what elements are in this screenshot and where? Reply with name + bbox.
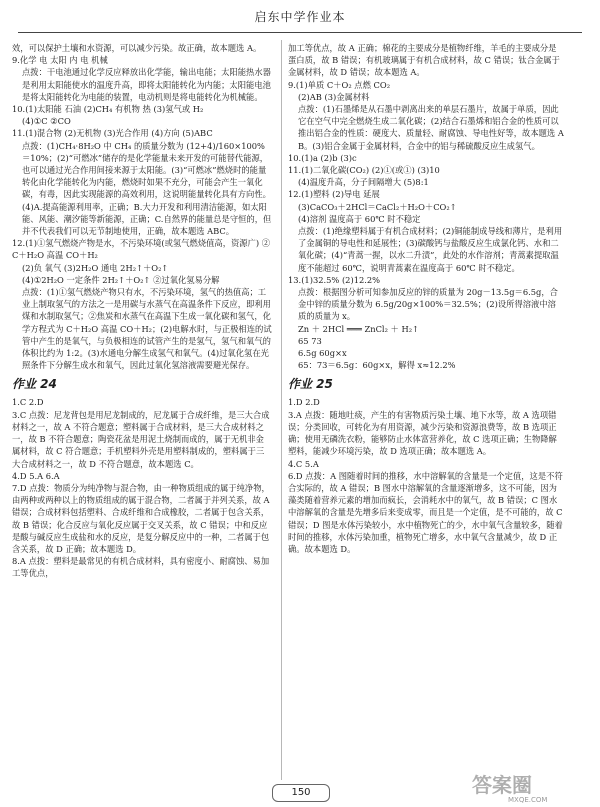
- answer-line: 9.化学 电 太阳 内 电 机械: [12, 55, 108, 66]
- left-column: [12, 42, 272, 580]
- answer-line: 65 73: [298, 335, 322, 346]
- answer-line: 3.C 点拨：尼龙背包是用尼龙制成的，尼龙属于合成纤维，是三大合成材料之一，故 A 不符合题意；塑料属于合成材料，是三大合成材料之一，故 B 不符合题意；陶瓷花盆是用泥土烧制而成的，属于无机非金属材料，故 C 符合题意；手机塑料外壳是用塑料制成的，塑料属于三大合成材料之一，故 D 不符合题意，故本题选 C。: [12, 409, 270, 469]
- watermark-logo: 答案圈: [472, 773, 532, 797]
- answer-line: 3.A 点拨：随地吐痰，产生的有害物质污染土壤、地下水等，故 A 选项错误；分类回收，可转化为有用资源，减少污染和资源浪费等，故 B 选项正确；使用无磷洗衣粉，能够防止水体富营养化，故 C 选项正确；生物降解塑料，能减少环境污染，故 D 选项正确；故本题选 A。: [288, 409, 557, 457]
- page-header: [0, 0, 600, 38]
- right-column: [288, 42, 564, 555]
- answer-line: 效，可以保护土壤和水资源，可以减少污染。故正确，故本题选 A。: [12, 43, 262, 53]
- answer-line: 6.5g 60g×x: [298, 348, 347, 359]
- answer-line: (3)CaCO₃＋2HCl＝CaCl₂＋H₂O＋CO₂↑: [298, 201, 457, 212]
- section-heading: 作业 25: [288, 377, 333, 392]
- answer-line: 11.(1)混合物 (2)无机物 (3)光合作用 (4)方向 (5)ABC: [12, 128, 213, 139]
- answer-line: (4)①2H₂O 一定条件 2H₂↑＋O₂↑ ②过氧化氢易分解: [22, 274, 220, 285]
- answer-line: 1.D 2.D: [288, 397, 320, 408]
- watermark-url: MXQE.COM: [508, 796, 548, 804]
- answer-line: 13.(1)32.5% (2)12.2%: [288, 274, 381, 285]
- answer-line: 12.(1)①氢气燃烧产物是水，不污染环境(或氢气燃烧值高，资源广) ②C＋H₂O 高温 CO＋H₂: [12, 238, 271, 261]
- answer-line: 9.(1)单质 C＋O₂ 点燃 CO₂: [288, 79, 391, 90]
- answer-line: 点拨：干电池通过化学反应释放出化学能，输出电能；太阳能热水器是利用太阳能使水的温度升高，即将太阳能转化为内能；太阳能电池是将太阳能转化为电能的装置，电动机则是将电能转化为机械能。: [22, 67, 271, 102]
- answer-line: (4)溶剂 温度高于 60℃ 时不稳定: [298, 213, 421, 224]
- answer-line: 11.(1)二氧化碳(CO₂) (2)①(或①) (3)10: [288, 165, 440, 176]
- answer-line: 7.D 点拨：物质分为纯净物与混合物，由一种物质组成的属于纯净物，由两种或两种以上的物质组成的属于混合物，二者属于并列关系，故 A 错误；合成材料包括塑料、合成纤维和合成橡胶，二者属于包含关系，故 B 错误；化合反应与氧化反应属于交叉关系，故 C 错误；中和反应是酸与碱反应生成盐和水的反应，是复分解反应中的一种，二者属于包含关系，故 D 正确；故本题选 D。: [12, 482, 270, 554]
- answer-line: 10.(1)太阳能 石油 (2)CH₄ 有机物 热 (3)氢气或 H₂: [12, 104, 204, 115]
- answer-line: 4.D 5.A 6.A: [12, 470, 60, 481]
- answer-line: 点拨：(1)①氢气燃烧产物只有水，不污染环境，氢气的热值高；工业上制取氢气的方法之一是用碳与水蒸气在高温条件下反应，即利用煤和水制取氢气；②焦炭和水蒸气在高温下生成一氧化碳和氢气，化学方程式为 C＋H₂O 高温 CO＋H₂；(2)电解水时，与正极相连的试管中产生的是氧气，与负极相连的试管产生的是氢气，氢气和氧气的体积比约为 1:2。(3)水通电分解生成氢气和氧气。(4)过氧化氢在光照条件下分解生成水和氧气，因此过氧化氢溶液需要避光保存。: [22, 287, 272, 371]
- answer-line: 6.D 点拨：A 图随着时间的推移，水中溶解氧的含量是一个定值，这是不符合实际的，故 A 错误；B 图水中溶解氧的含量逐渐增多，这不可能，因为藻类随着营养元素的增加而疯长，会消耗水中的氧气，故 B 错误；C 图水中溶解氧的含量是先增多后来变成零，而且是一个定值，是不可能的，故 C 错误；D 图是水体污染较小，水中植物死亡的少，水中氧气含量较多，随着时间的推移，水体污染加重，植物死亡增多，水中氧气含量减少，故 D 正确。故本题选 D。: [288, 470, 563, 554]
- answer-line: 点拨：(1)石墨烯是从石墨中剥离出来的单层石墨片，故属于单质，因此它在空气中完全燃烧生成二氧化碳；(2)结合石墨烯和铝合金的性质可以推出铝合金的性质：硬度大、质量轻、耐腐蚀、导电性好等，故本题选 AB。(3)铝合金属于金属材料，合金中的铝与稀硫酸反应生成氢气。: [298, 104, 564, 151]
- header-rule: [18, 32, 582, 33]
- answer-line: 12.(1)塑料 (2)导电 延展: [288, 189, 380, 200]
- answer-line: 加工等优点，故 A 正确；棉花的主要成分是植物纤维，羊毛的主要成分是蛋白质，故 B 错误；有机玻璃属于有机合成材料，故 C 错误；钛合金属于金属材料，故 D 错误；故本题选 A。: [288, 43, 560, 78]
- answer-line: (4)温度升高，分子间隔增大 (5)8:1: [298, 177, 429, 188]
- page-number: 150: [272, 784, 330, 802]
- header-title: 启东中学作业本: [254, 10, 346, 24]
- answer-line: 8.A 点拨：塑料是最常见的有机合成材料，具有密度小、耐腐蚀、易加工等优点，: [12, 556, 270, 579]
- section-heading: 作业 24: [12, 377, 57, 392]
- answer-line: (4)①C ②CO: [22, 116, 71, 127]
- column-divider: [281, 40, 282, 780]
- answer-line: 点拨：根据图分析可知参加反应的锌的质量为 20g－13.5g＝6.5g，合金中锌的质量分数为 6.5g/20g×100%＝32.5%；(2)设所得溶液中溶质的质量为 x。: [298, 287, 558, 322]
- answer-line: 点拨：(1)CH₄·8H₂O 中 CH₄ 的质量分数为 (12+4)/160×100%＝10%；(2)“可燃冰”储存的是化学能量未来开发的可能替代能源，也可以通过光合作用间接来源于太阳能。(3)“可燃冰”燃烧时的能量转化由化学能转化为内能，燃烧时如果不充分，可能会产生一氧化碳，有毒，因此实现能源的高效利用，这说明能量转化具有方向性。(4)A.提高能源利用率，正确；B.大力开发和利用清洁能源，如太阳能、风能、潮汐能等新能源，正确；C.自然界的能量总是守恒的，但并不代表我们可以无节制地使用，正确，故本题选 ABC。: [22, 140, 272, 237]
- answer-line: 65：73＝6.5g：60g×x，解得 x≈12.2%: [298, 360, 456, 371]
- answer-line: 4.C 5.A: [288, 458, 319, 469]
- answer-line: Zn ＋ 2HCl ═══ ZnCl₂ ＋ H₂↑: [298, 323, 419, 334]
- answer-line: (2)负 氧气 (3)2H₂O 通电 2H₂↑＋O₂↑: [22, 262, 169, 273]
- answer-line: 10.(1)a (2)b (3)c: [288, 152, 357, 163]
- answer-line: 点拨：(1)绝缘塑料属于有机合成材料；(2)铜能制成导线和薄片，是利用了金属铜的导电性和延展性；(3)碳酸钙与盐酸反应生成氯化钙、水和二氧化碳；(4)“青蒿一握，以水二升渍”，此处的水作溶剂；青蒿素提取温度不能超过 60℃，说明青蒿素在温度高于 60℃ 时不稳定。: [298, 226, 563, 273]
- answer-line: 1.C 2.D: [12, 397, 44, 408]
- answer-line: (2)AB (3)金属材料: [298, 91, 370, 102]
